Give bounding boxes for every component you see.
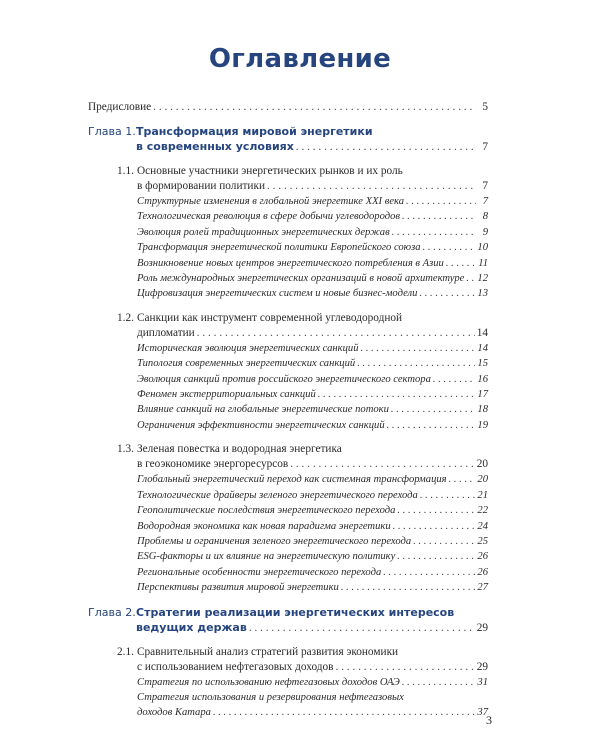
dot-leader [197,326,475,341]
topic-label: Структурные изменения в глобальной энергетике XXI века [137,196,405,207]
toc-topic[interactable] [137,194,488,209]
toc-topic[interactable] [137,472,488,487]
dot-leader [392,225,476,240]
dot-leader [446,256,476,271]
topic-label: Проблемы и ограничения зеленого энергетического перехода [137,535,412,547]
entry-page: 31 [477,676,488,688]
entry-page: 5 [482,101,488,113]
topic-label: Типология современных энергетических санкций [137,358,356,370]
dot-leader [387,418,476,433]
entry-page: 7 [482,196,488,207]
dot-leader [413,534,475,549]
toc-topic[interactable] [137,225,488,240]
entry-page: 16 [477,373,488,385]
section-title: Основные участники энергетических рынков и их роль [137,165,403,177]
chapter-number: Глава 1. [88,125,136,138]
dot-leader [249,621,475,636]
section-number: 1.2. [117,311,134,324]
topic-label: Эволюция санкций против российского энергетического сектора [137,373,431,385]
section-heading-cont[interactable] [137,660,488,675]
dot-leader [393,519,476,534]
toc-topic[interactable] [137,372,488,387]
toc-topic[interactable] [137,705,488,720]
section-heading[interactable] [117,645,488,660]
topic-label: Ограничения эффективности энергетических санкций [137,419,385,431]
toc-section-2-1 [117,645,488,721]
topic-label: ESG-факторы и их влияние на энергетическую политику [137,551,396,563]
dot-leader [290,457,474,472]
entry-page: 29 [476,660,488,673]
entry-page: 14 [477,342,488,354]
entry-page: 18 [477,404,488,416]
toc-topic[interactable] [137,503,488,518]
dot-leader [296,140,476,155]
toc-topic[interactable] [137,418,488,433]
toc-topic[interactable] [137,580,488,595]
dot-leader [433,372,476,387]
topic-label: Технологическая революция в сфере добычи углеводородов [137,211,400,223]
section-heading[interactable] [117,164,488,179]
section-title: Сравнительный анализ стратегий развития экономики [137,645,399,658]
dot-leader [267,179,476,194]
entry-page: 20 [476,458,488,471]
topic-list [137,472,488,595]
dot-leader [357,356,475,371]
section-number: 2.1. [117,645,134,658]
toc-chapter-1 [88,124,488,596]
dot-leader [397,549,475,564]
topic-label: Технологические драйверы зеленого энергетического перехода [137,489,418,501]
topic-label: Историческая эволюция энергетических санкций [137,342,359,354]
entry-page: 19 [477,419,488,431]
dot-leader [391,402,475,417]
table-of-contents [88,95,488,721]
dot-leader [402,209,476,224]
topic-label: доходов Катара [137,707,211,719]
entry-label: Предисловие [88,101,152,113]
section-title-cont: в геоэкономике энергоресурсов [137,458,289,471]
chapter-title: Трансформация мировой энергетики [136,125,373,138]
toc-topic[interactable] [137,402,488,417]
section-heading-cont[interactable] [137,179,488,194]
entry-page: 13 [477,288,488,300]
dot-leader [402,675,476,690]
section-title-cont: с использованием нефтегазовых доходов [137,660,334,673]
chapter-heading[interactable] [88,605,488,620]
topic-label: Глобальный энергетический переход как системная трансформация [137,474,447,486]
entry-page: 8 [482,211,488,223]
dot-leader [397,503,475,518]
toc-topic-line[interactable]: Стратегия использования и резервирования нефтегазовых [137,691,404,703]
chapter-title-cont: в современных условиях [136,140,294,153]
topic-label: Роль международных энергетических организаций в новой архитектуре [137,273,465,285]
topic-label: Геополитические последствия энергетического перехода [137,505,396,517]
topic-label: Возникновение новых центров энергетического потребления в Азии [137,257,444,269]
entry-page: 26 [477,551,488,563]
dot-leader [406,194,476,209]
topic-list [137,194,488,302]
toc-section-1-2 [117,311,488,433]
entry-page: 11 [478,257,488,269]
toc-topic[interactable] [137,356,488,371]
entry-page: 10 [477,242,488,254]
topic-list [137,675,488,721]
entry-page: 37 [477,707,488,719]
toc-section-1-3 [117,442,488,595]
toc-topic[interactable] [137,286,488,301]
chapter-heading[interactable] [88,124,488,139]
section-heading-cont[interactable] [137,457,488,472]
dot-leader [449,472,476,487]
section-number: 1.3. [117,443,134,456]
toc-topic[interactable] [137,387,488,402]
chapter-heading-cont[interactable] [136,620,488,636]
chapter-number: Глава 2. [88,605,136,619]
section-title-cont: дипломатии [137,326,195,339]
dot-leader [336,660,475,675]
topic-label: Региональные особенности энергетического перехода [137,566,382,578]
entry-page: 15 [477,358,488,370]
toc-topic[interactable] [137,488,488,503]
toc-chapter-2 [88,605,488,721]
section-title: Зеленая повестка и водородная энергетика [137,443,342,456]
section-title-cont: в формировании политики [137,180,265,192]
entry-page: 25 [477,535,488,547]
toc-topic[interactable] [137,565,488,580]
page-title: Оглавление [208,44,392,74]
dot-leader [420,488,476,503]
toc-topic[interactable] [137,549,488,564]
toc-topic[interactable] [137,341,488,356]
dot-leader [213,705,475,720]
topic-label: Эволюция ролей традиционных энергетических держав [137,226,390,238]
topic-label: Феномен экстерриториальных санкций [137,389,316,401]
dot-leader [318,387,476,402]
section-number: 1.1. [117,165,134,177]
topic-label: Влияние санкций на глобальные энергетические потоки [137,404,389,416]
chapter-title-cont: ведущих держав [136,620,247,634]
dot-leader [423,240,476,255]
page-number: 3 [486,713,492,727]
toc-topic[interactable] [137,240,488,255]
section-heading[interactable] [117,442,488,457]
dot-leader [361,341,476,356]
entry-page: 26 [477,566,488,578]
topic-label: Водородная экономика как новая парадигма энергетики [137,520,391,532]
entry-page: 7 [482,141,488,153]
entry-page: 29 [476,621,488,634]
entry-page: 12 [477,273,488,285]
dot-leader [341,580,476,595]
section-title: Санкции как инструмент современной углеводородной [137,311,403,324]
dot-leader [419,286,475,301]
entry-page: 22 [477,505,488,517]
toc-entry-preface[interactable] [88,100,488,115]
entry-page: 20 [477,474,488,486]
toc-topic[interactable] [137,271,488,286]
section-heading[interactable] [117,311,488,326]
entry-page: 27 [477,582,488,594]
entry-page: 17 [477,389,488,401]
dot-leader [153,100,476,115]
topic-label: Перспективы развития мировой энергетики [137,582,339,594]
topic-label: Трансформация энергетической политики Европейского союза [137,242,421,254]
entry-page: 7 [482,180,488,192]
toc-topic[interactable] [137,519,488,534]
entry-page: 24 [477,520,488,532]
entry-page: 9 [482,226,488,238]
section-heading-cont[interactable] [137,326,488,341]
topic-label: Стратегия по использованию нефтегазовых доходов ОАЭ [137,676,400,688]
dot-leader [466,271,475,286]
toc-topic[interactable] [137,256,488,271]
chapter-title: Стратегии реализации энергетических интересов [136,605,455,619]
dot-leader [383,565,475,580]
toc-topic[interactable] [137,534,488,549]
toc-topic[interactable] [137,675,488,690]
toc-section-1-1 [117,164,488,302]
topic-label: Цифровизация энергетических систем и новые бизнес-модели [137,288,418,300]
entry-page: 21 [477,489,488,501]
entry-page: 14 [476,326,488,339]
toc-topic[interactable] [137,209,488,224]
topic-list [137,341,488,433]
chapter-heading-cont[interactable] [136,139,488,155]
